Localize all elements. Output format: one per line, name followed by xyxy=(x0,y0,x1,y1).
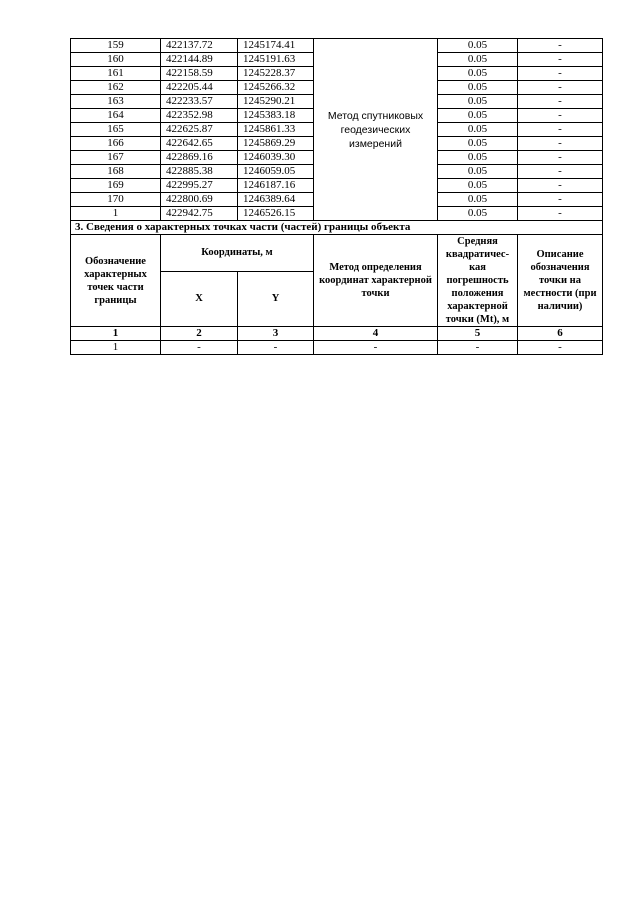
header-coordinates: Координаты, м xyxy=(161,235,314,272)
cell-x: 422625.87 xyxy=(161,123,238,137)
section3-title: 3. Сведения о характерных точках части (частей) границы объекта xyxy=(71,221,603,235)
cell-point: 162 xyxy=(71,81,161,95)
header-method: Метод определения координат характерной точки xyxy=(314,235,438,327)
cell-x: 422885.38 xyxy=(161,165,238,179)
cell-accuracy: 0.05 xyxy=(438,53,518,67)
cell-y: 1245383.18 xyxy=(238,109,314,123)
cell-x: 422642.65 xyxy=(161,137,238,151)
cell-accuracy: 0.05 xyxy=(438,207,518,221)
cell-y: 1245266.32 xyxy=(238,81,314,95)
cell-x: 422352.98 xyxy=(161,109,238,123)
table-row xyxy=(71,39,603,53)
cell-point: 170 xyxy=(71,193,161,207)
cell-accuracy: 0.05 xyxy=(438,67,518,81)
header-x: X xyxy=(161,271,238,326)
cell-x: - xyxy=(161,341,238,355)
cell-method: Метод спутниковых геодезических измерений xyxy=(314,39,438,221)
column-number: 5 xyxy=(438,327,518,341)
cell-point: 160 xyxy=(71,53,161,67)
cell-y: 1245228.37 xyxy=(238,67,314,81)
cell-y: 1245191.63 xyxy=(238,53,314,67)
cell-description: - xyxy=(518,67,603,81)
cell-description: - xyxy=(518,53,603,67)
section3-title-row xyxy=(71,221,603,235)
cell-point: 159 xyxy=(71,39,161,53)
cell-y: 1245869.29 xyxy=(238,137,314,151)
cell-description: - xyxy=(518,341,603,355)
cell-y: 1246389.64 xyxy=(238,193,314,207)
cell-accuracy: 0.05 xyxy=(438,39,518,53)
cell-point: 168 xyxy=(71,165,161,179)
cell-point: 163 xyxy=(71,95,161,109)
cell-description: - xyxy=(518,193,603,207)
header-description: Описание обозначения точки на местности (при наличии) xyxy=(518,235,603,327)
cell-x: 422205.44 xyxy=(161,81,238,95)
cell-accuracy: 0.05 xyxy=(438,109,518,123)
cell-description: - xyxy=(518,137,603,151)
cell-point: 161 xyxy=(71,67,161,81)
cell-y: 1246059.05 xyxy=(238,165,314,179)
boundary-points-table xyxy=(70,38,603,355)
section3-table xyxy=(71,221,603,355)
cell-description: - xyxy=(518,81,603,95)
cell-x: 422869.16 xyxy=(161,151,238,165)
cell-y: 1245861.33 xyxy=(238,123,314,137)
section3-header-row xyxy=(71,235,603,272)
cell-accuracy: 0.05 xyxy=(438,165,518,179)
column-number: 2 xyxy=(161,327,238,341)
cell-x: 422233.57 xyxy=(161,95,238,109)
cell-description: - xyxy=(518,39,603,53)
cell-y: 1246187.16 xyxy=(238,179,314,193)
cell-y: 1245174.41 xyxy=(238,39,314,53)
cell-description: - xyxy=(518,179,603,193)
cell-accuracy: 0.05 xyxy=(438,137,518,151)
cell-x: 422942.75 xyxy=(161,207,238,221)
cell-x: 422158.59 xyxy=(161,67,238,81)
cell-y: 1245290.21 xyxy=(238,95,314,109)
cell-y: - xyxy=(238,341,314,355)
cell-method: - xyxy=(314,341,438,355)
cell-point: 169 xyxy=(71,179,161,193)
column-number: 4 xyxy=(314,327,438,341)
header-point-designation: Обозначение характерных точек части границы xyxy=(71,235,161,327)
cell-y: 1246039.30 xyxy=(238,151,314,165)
cell-accuracy: - xyxy=(438,341,518,355)
cell-x: 422800.69 xyxy=(161,193,238,207)
column-numbers-row xyxy=(71,327,603,341)
column-number: 3 xyxy=(238,327,314,341)
header-y: Y xyxy=(238,271,314,326)
cell-accuracy: 0.05 xyxy=(438,151,518,165)
cell-y: 1246526.15 xyxy=(238,207,314,221)
cell-point: 1 xyxy=(71,207,161,221)
column-number: 6 xyxy=(518,327,603,341)
cell-description: - xyxy=(518,109,603,123)
cell-point: 164 xyxy=(71,109,161,123)
cell-description: - xyxy=(518,123,603,137)
cell-x: 422137.72 xyxy=(161,39,238,53)
cell-point: 165 xyxy=(71,123,161,137)
cell-accuracy: 0.05 xyxy=(438,123,518,137)
header-accuracy: Средняя квадратичес-кая погрешность положения характерной точки (Mt), м xyxy=(438,235,518,327)
points-table-body xyxy=(71,39,603,221)
cell-point: 1 xyxy=(71,341,161,355)
cell-point: 166 xyxy=(71,137,161,151)
cell-accuracy: 0.05 xyxy=(438,81,518,95)
cell-description: - xyxy=(518,207,603,221)
cell-description: - xyxy=(518,165,603,179)
section3-row xyxy=(71,341,603,355)
cell-accuracy: 0.05 xyxy=(438,193,518,207)
cell-point: 167 xyxy=(71,151,161,165)
cell-description: - xyxy=(518,95,603,109)
cell-accuracy: 0.05 xyxy=(438,95,518,109)
cell-description: - xyxy=(518,151,603,165)
cell-accuracy: 0.05 xyxy=(438,179,518,193)
cell-x: 422995.27 xyxy=(161,179,238,193)
column-number: 1 xyxy=(71,327,161,341)
cell-x: 422144.89 xyxy=(161,53,238,67)
